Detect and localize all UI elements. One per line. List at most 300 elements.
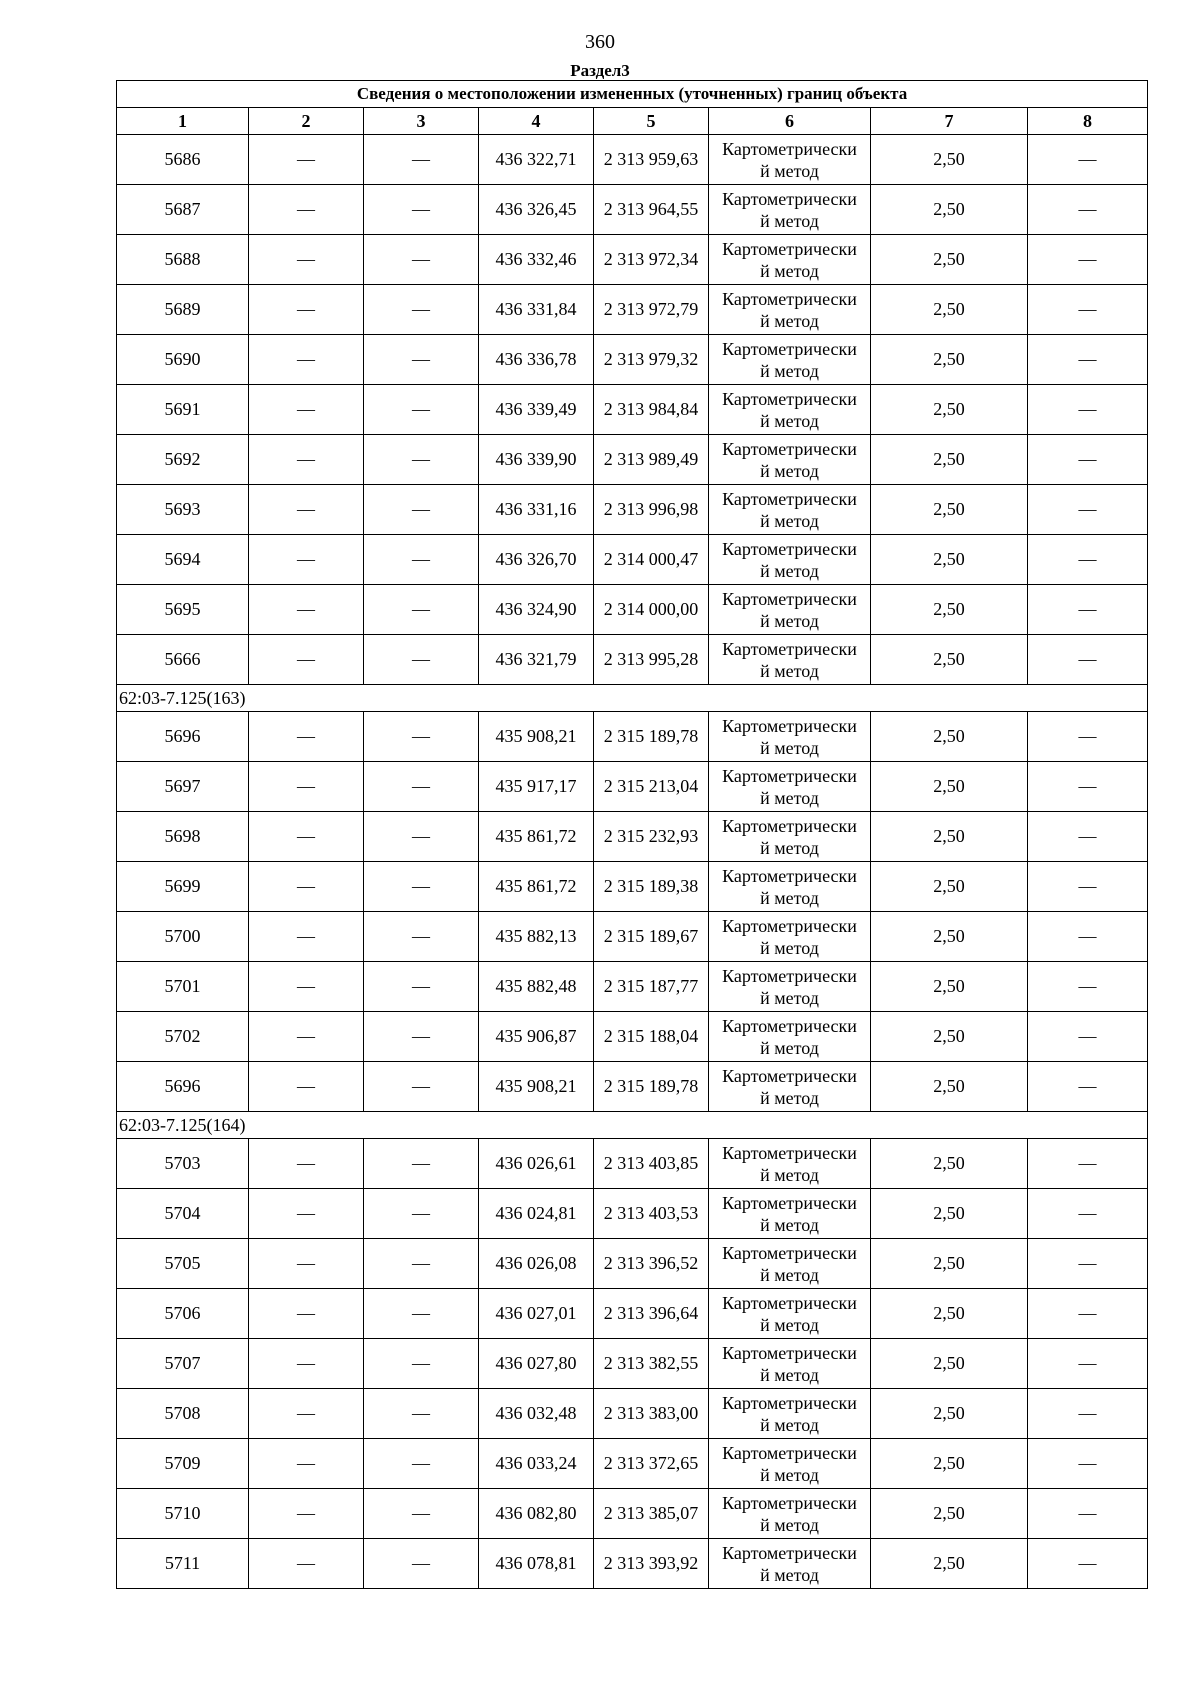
y-coordinate-cell: 2 313 959,63: [594, 135, 709, 185]
column-2-cell: —: [249, 1239, 364, 1289]
x-coordinate-cell: 436 324,90: [479, 585, 594, 635]
group-row: [117, 685, 1148, 712]
method-cell: [709, 1012, 871, 1062]
point-number-cell: 5691: [117, 385, 249, 435]
method-line-1: Картометрически: [722, 1392, 857, 1413]
method-line-2: й метод: [760, 610, 819, 631]
column-2-cell: —: [249, 1389, 364, 1439]
column-3-cell: —: [364, 1539, 479, 1589]
column-3-cell: —: [364, 1139, 479, 1189]
accuracy-cell: 2,50: [871, 1489, 1028, 1539]
column-2-cell: —: [249, 1139, 364, 1189]
accuracy-cell: 2,50: [871, 635, 1028, 685]
y-coordinate-cell: 2 313 372,65: [594, 1439, 709, 1489]
column-3-cell: —: [364, 1239, 479, 1289]
column-2-cell: —: [249, 535, 364, 585]
point-number-cell: 5686: [117, 135, 249, 185]
y-coordinate-cell: 2 315 189,78: [594, 1062, 709, 1112]
method-line-1: Картометрически: [722, 538, 857, 559]
column-8-cell: —: [1028, 1189, 1148, 1239]
accuracy-cell: 2,50: [871, 1439, 1028, 1489]
table-row: [117, 1062, 1148, 1112]
y-coordinate-cell: 2 315 213,04: [594, 762, 709, 812]
column-8-cell: —: [1028, 535, 1148, 585]
x-coordinate-cell: 436 026,61: [479, 1139, 594, 1189]
method-line-2: й метод: [760, 1087, 819, 1108]
column-8-cell: —: [1028, 1012, 1148, 1062]
table-row: [117, 712, 1148, 762]
column-8-cell: —: [1028, 1489, 1148, 1539]
column-2-cell: —: [249, 185, 364, 235]
column-8-cell: —: [1028, 585, 1148, 635]
column-8-cell: —: [1028, 962, 1148, 1012]
x-coordinate-cell: 435 882,48: [479, 962, 594, 1012]
column-3-cell: —: [364, 635, 479, 685]
accuracy-cell: 2,50: [871, 1012, 1028, 1062]
table-row: [117, 1339, 1148, 1389]
x-coordinate-cell: 436 332,46: [479, 235, 594, 285]
y-coordinate-cell: 2 313 996,98: [594, 485, 709, 535]
point-number-cell: 5689: [117, 285, 249, 335]
column-3-cell: —: [364, 185, 479, 235]
method-cell: [709, 1289, 871, 1339]
y-coordinate-cell: 2 315 189,78: [594, 712, 709, 762]
method-line-2: й метод: [760, 837, 819, 858]
table-row: [117, 585, 1148, 635]
point-number-cell: 5704: [117, 1189, 249, 1239]
method-cell: [709, 435, 871, 485]
method-cell: [709, 1239, 871, 1289]
column-2-cell: —: [249, 635, 364, 685]
x-coordinate-cell: 436 322,71: [479, 135, 594, 185]
page-number: 360: [585, 31, 615, 53]
column-3-cell: —: [364, 1439, 479, 1489]
y-coordinate-cell: 2 315 187,77: [594, 962, 709, 1012]
method-line-1: Картометрически: [722, 915, 857, 936]
column-2-cell: —: [249, 235, 364, 285]
method-cell: [709, 1389, 871, 1439]
column-8-cell: —: [1028, 862, 1148, 912]
point-number-cell: 5687: [117, 185, 249, 235]
point-number-cell: 5705: [117, 1239, 249, 1289]
column-3-cell: —: [364, 1062, 479, 1112]
point-number-cell: 5693: [117, 485, 249, 535]
column-header: 2: [249, 108, 364, 135]
x-coordinate-cell: 436 326,70: [479, 535, 594, 585]
method-line-2: й метод: [760, 737, 819, 758]
y-coordinate-cell: 2 313 383,00: [594, 1389, 709, 1439]
accuracy-cell: 2,50: [871, 1062, 1028, 1112]
point-number-cell: 5696: [117, 712, 249, 762]
column-2-cell: —: [249, 1339, 364, 1389]
column-2-cell: —: [249, 862, 364, 912]
table-row: [117, 285, 1148, 335]
point-number-cell: 5707: [117, 1339, 249, 1389]
column-2-cell: —: [249, 762, 364, 812]
method-line-1: Картометрически: [722, 1142, 857, 1163]
accuracy-cell: 2,50: [871, 335, 1028, 385]
x-coordinate-cell: 436 082,80: [479, 1489, 594, 1539]
x-coordinate-cell: 436 339,90: [479, 435, 594, 485]
method-line-1: Картометрически: [722, 388, 857, 409]
method-line-1: Картометрически: [722, 1242, 857, 1263]
accuracy-cell: 2,50: [871, 385, 1028, 435]
accuracy-cell: 2,50: [871, 285, 1028, 335]
accuracy-cell: 2,50: [871, 862, 1028, 912]
table-row: [117, 235, 1148, 285]
method-line-1: Картометрически: [722, 1542, 857, 1563]
method-line-2: й метод: [760, 1514, 819, 1535]
y-coordinate-cell: 2 313 403,85: [594, 1139, 709, 1189]
table-row: [117, 1489, 1148, 1539]
x-coordinate-cell: 436 032,48: [479, 1389, 594, 1439]
method-cell: [709, 485, 871, 535]
method-line-2: й метод: [760, 660, 819, 681]
table-row: [117, 135, 1148, 185]
column-3-cell: —: [364, 1189, 479, 1239]
accuracy-cell: 2,50: [871, 1239, 1028, 1289]
column-header: 6: [709, 108, 871, 135]
y-coordinate-cell: 2 313 989,49: [594, 435, 709, 485]
point-number-cell: 5706: [117, 1289, 249, 1339]
method-cell: [709, 535, 871, 585]
point-number-cell: 5666: [117, 635, 249, 685]
table-row: [117, 335, 1148, 385]
column-2-cell: —: [249, 1439, 364, 1489]
point-number-cell: 5696: [117, 1062, 249, 1112]
method-cell: [709, 962, 871, 1012]
column-3-cell: —: [364, 335, 479, 385]
method-line-2: й метод: [760, 1364, 819, 1385]
accuracy-cell: 2,50: [871, 1289, 1028, 1339]
column-2-cell: —: [249, 335, 364, 385]
group-label: 62:03-7.125(164): [117, 1112, 1148, 1139]
method-line-2: й метод: [760, 260, 819, 281]
x-coordinate-cell: 436 331,16: [479, 485, 594, 535]
point-number-cell: 5695: [117, 585, 249, 635]
column-3-cell: —: [364, 435, 479, 485]
y-coordinate-cell: 2 313 396,64: [594, 1289, 709, 1339]
column-3-cell: —: [364, 762, 479, 812]
method-line-1: Картометрически: [722, 765, 857, 786]
table-row: [117, 1389, 1148, 1439]
column-3-cell: —: [364, 912, 479, 962]
column-2-cell: —: [249, 812, 364, 862]
point-number-cell: 5711: [117, 1539, 249, 1589]
x-coordinate-cell: 436 339,49: [479, 385, 594, 435]
method-line-2: й метод: [760, 210, 819, 231]
y-coordinate-cell: 2 313 984,84: [594, 385, 709, 435]
method-cell: [709, 185, 871, 235]
column-header: 8: [1028, 108, 1148, 135]
column-8-cell: —: [1028, 1339, 1148, 1389]
column-3-cell: —: [364, 385, 479, 435]
method-cell: [709, 1489, 871, 1539]
method-cell: [709, 1539, 871, 1589]
column-2-cell: —: [249, 1062, 364, 1112]
point-number-cell: 5697: [117, 762, 249, 812]
method-line-2: й метод: [760, 1314, 819, 1335]
x-coordinate-cell: 436 026,08: [479, 1239, 594, 1289]
point-number-cell: 5703: [117, 1139, 249, 1189]
x-coordinate-cell: 436 078,81: [479, 1539, 594, 1589]
column-2-cell: —: [249, 712, 364, 762]
group-row: [117, 1112, 1148, 1139]
method-cell: [709, 585, 871, 635]
accuracy-cell: 2,50: [871, 712, 1028, 762]
x-coordinate-cell: 436 321,79: [479, 635, 594, 685]
table-row: [117, 1139, 1148, 1189]
y-coordinate-cell: 2 313 393,92: [594, 1539, 709, 1589]
method-line-1: Картометрически: [722, 438, 857, 459]
column-3-cell: —: [364, 962, 479, 1012]
column-8-cell: —: [1028, 1139, 1148, 1189]
column-3-cell: —: [364, 235, 479, 285]
x-coordinate-cell: 436 326,45: [479, 185, 594, 235]
y-coordinate-cell: 2 313 972,34: [594, 235, 709, 285]
column-3-cell: —: [364, 535, 479, 585]
x-coordinate-cell: 435 861,72: [479, 812, 594, 862]
column-2-cell: —: [249, 285, 364, 335]
table-caption: Сведения о местоположении измененных (уточненных) границ объекта: [117, 81, 1148, 108]
method-cell: [709, 712, 871, 762]
point-number-cell: 5710: [117, 1489, 249, 1539]
column-8-cell: —: [1028, 912, 1148, 962]
column-2-cell: —: [249, 385, 364, 435]
x-coordinate-cell: 436 027,80: [479, 1339, 594, 1389]
method-line-1: Картометрически: [722, 715, 857, 736]
accuracy-cell: 2,50: [871, 535, 1028, 585]
x-coordinate-cell: 435 861,72: [479, 862, 594, 912]
x-coordinate-cell: 436 331,84: [479, 285, 594, 335]
column-8-cell: —: [1028, 385, 1148, 435]
column-2-cell: —: [249, 962, 364, 1012]
table-row: [117, 862, 1148, 912]
section-label: Раздел3: [570, 61, 630, 80]
y-coordinate-cell: 2 314 000,47: [594, 535, 709, 585]
method-line-1: Картометрически: [722, 1065, 857, 1086]
table-row: [117, 962, 1148, 1012]
column-2-cell: —: [249, 585, 364, 635]
method-line-2: й метод: [760, 987, 819, 1008]
column-header: 5: [594, 108, 709, 135]
method-line-2: й метод: [760, 887, 819, 908]
column-2-cell: —: [249, 135, 364, 185]
accuracy-cell: 2,50: [871, 1539, 1028, 1589]
column-header: 7: [871, 108, 1028, 135]
column-8-cell: —: [1028, 485, 1148, 535]
method-line-1: Картометрически: [722, 815, 857, 836]
column-8-cell: —: [1028, 1439, 1148, 1489]
accuracy-cell: 2,50: [871, 762, 1028, 812]
column-3-cell: —: [364, 812, 479, 862]
point-number-cell: 5698: [117, 812, 249, 862]
column-2-cell: —: [249, 1189, 364, 1239]
column-header: 4: [479, 108, 594, 135]
y-coordinate-cell: 2 313 995,28: [594, 635, 709, 685]
point-number-cell: 5702: [117, 1012, 249, 1062]
column-3-cell: —: [364, 1289, 479, 1339]
x-coordinate-cell: 435 908,21: [479, 712, 594, 762]
method-line-2: й метод: [760, 410, 819, 431]
method-cell: [709, 285, 871, 335]
table-row: [117, 1189, 1148, 1239]
accuracy-cell: 2,50: [871, 185, 1028, 235]
method-cell: [709, 862, 871, 912]
point-number-cell: 5701: [117, 962, 249, 1012]
table-body: [117, 135, 1148, 1589]
method-cell: [709, 912, 871, 962]
table-row: [117, 812, 1148, 862]
y-coordinate-cell: 2 313 972,79: [594, 285, 709, 335]
method-cell: [709, 1139, 871, 1189]
table-row: [117, 635, 1148, 685]
method-cell: [709, 812, 871, 862]
method-line-2: й метод: [760, 560, 819, 581]
column-3-cell: —: [364, 1339, 479, 1389]
accuracy-cell: 2,50: [871, 962, 1028, 1012]
method-line-1: Картометрически: [722, 138, 857, 159]
accuracy-cell: 2,50: [871, 1139, 1028, 1189]
column-2-cell: —: [249, 912, 364, 962]
point-number-cell: 5699: [117, 862, 249, 912]
column-8-cell: —: [1028, 635, 1148, 685]
y-coordinate-cell: 2 313 385,07: [594, 1489, 709, 1539]
table-row: [117, 1289, 1148, 1339]
accuracy-cell: 2,50: [871, 812, 1028, 862]
y-coordinate-cell: 2 313 382,55: [594, 1339, 709, 1389]
method-line-2: й метод: [760, 510, 819, 531]
y-coordinate-cell: 2 315 188,04: [594, 1012, 709, 1062]
method-line-1: Картометрически: [722, 1015, 857, 1036]
method-line-2: й метод: [760, 1214, 819, 1235]
method-line-1: Картометрически: [722, 338, 857, 359]
y-coordinate-cell: 2 315 189,38: [594, 862, 709, 912]
method-line-1: Картометрически: [722, 865, 857, 886]
accuracy-cell: 2,50: [871, 1339, 1028, 1389]
method-cell: [709, 1339, 871, 1389]
column-3-cell: —: [364, 485, 479, 535]
x-coordinate-cell: 435 917,17: [479, 762, 594, 812]
method-cell: [709, 385, 871, 435]
accuracy-cell: 2,50: [871, 135, 1028, 185]
table-row: [117, 435, 1148, 485]
y-coordinate-cell: 2 315 232,93: [594, 812, 709, 862]
table-row: [117, 1012, 1148, 1062]
accuracy-cell: 2,50: [871, 1189, 1028, 1239]
table-row: [117, 912, 1148, 962]
method-cell: [709, 1062, 871, 1112]
point-number-cell: 5688: [117, 235, 249, 285]
method-line-1: Картометрически: [722, 638, 857, 659]
x-coordinate-cell: 435 908,21: [479, 1062, 594, 1112]
method-line-2: й метод: [760, 460, 819, 481]
point-number-cell: 5708: [117, 1389, 249, 1439]
column-2-cell: —: [249, 485, 364, 535]
x-coordinate-cell: 435 906,87: [479, 1012, 594, 1062]
column-8-cell: —: [1028, 335, 1148, 385]
x-coordinate-cell: 436 336,78: [479, 335, 594, 385]
y-coordinate-cell: 2 315 189,67: [594, 912, 709, 962]
column-3-cell: —: [364, 712, 479, 762]
method-line-1: Картометрически: [722, 1342, 857, 1363]
method-cell: [709, 762, 871, 812]
column-8-cell: —: [1028, 712, 1148, 762]
column-2-cell: —: [249, 1012, 364, 1062]
x-coordinate-cell: 435 882,13: [479, 912, 594, 962]
x-coordinate-cell: 436 033,24: [479, 1439, 594, 1489]
point-number-cell: 5709: [117, 1439, 249, 1489]
accuracy-cell: 2,50: [871, 235, 1028, 285]
column-8-cell: —: [1028, 185, 1148, 235]
y-coordinate-cell: 2 314 000,00: [594, 585, 709, 635]
y-coordinate-cell: 2 313 964,55: [594, 185, 709, 235]
column-8-cell: —: [1028, 762, 1148, 812]
method-line-1: Картометрически: [722, 238, 857, 259]
column-2-cell: —: [249, 1539, 364, 1589]
method-line-2: й метод: [760, 1264, 819, 1285]
method-cell: [709, 135, 871, 185]
method-cell: [709, 335, 871, 385]
column-8-cell: —: [1028, 285, 1148, 335]
column-8-cell: —: [1028, 1239, 1148, 1289]
point-number-cell: 5690: [117, 335, 249, 385]
point-number-cell: 5692: [117, 435, 249, 485]
method-line-1: Картометрически: [722, 1292, 857, 1313]
column-header: 1: [117, 108, 249, 135]
column-8-cell: —: [1028, 812, 1148, 862]
y-coordinate-cell: 2 313 403,53: [594, 1189, 709, 1239]
column-3-cell: —: [364, 862, 479, 912]
column-3-cell: —: [364, 285, 479, 335]
column-8-cell: —: [1028, 1539, 1148, 1589]
column-8-cell: —: [1028, 1062, 1148, 1112]
table-row: [117, 485, 1148, 535]
column-2-cell: —: [249, 1289, 364, 1339]
method-cell: [709, 1189, 871, 1239]
table-row: [117, 1439, 1148, 1489]
method-line-2: й метод: [760, 937, 819, 958]
accuracy-cell: 2,50: [871, 585, 1028, 635]
accuracy-cell: 2,50: [871, 912, 1028, 962]
column-header-row: [117, 108, 1148, 135]
method-line-2: й метод: [760, 1414, 819, 1435]
column-2-cell: —: [249, 435, 364, 485]
column-8-cell: —: [1028, 435, 1148, 485]
table-row: [117, 1539, 1148, 1589]
method-line-2: й метод: [760, 1464, 819, 1485]
table-row: [117, 385, 1148, 435]
method-line-1: Картометрически: [722, 1492, 857, 1513]
method-line-2: й метод: [760, 1164, 819, 1185]
method-line-2: й метод: [760, 360, 819, 381]
y-coordinate-cell: 2 313 396,52: [594, 1239, 709, 1289]
y-coordinate-cell: 2 313 979,32: [594, 335, 709, 385]
column-3-cell: —: [364, 135, 479, 185]
accuracy-cell: 2,50: [871, 1389, 1028, 1439]
column-8-cell: —: [1028, 135, 1148, 185]
method-line-1: Картометрически: [722, 288, 857, 309]
accuracy-cell: 2,50: [871, 435, 1028, 485]
method-line-1: Картометрически: [722, 965, 857, 986]
point-number-cell: 5700: [117, 912, 249, 962]
column-3-cell: —: [364, 585, 479, 635]
method-cell: [709, 635, 871, 685]
x-coordinate-cell: 436 024,81: [479, 1189, 594, 1239]
column-8-cell: —: [1028, 235, 1148, 285]
method-cell: [709, 1439, 871, 1489]
method-line-2: й метод: [760, 1564, 819, 1585]
